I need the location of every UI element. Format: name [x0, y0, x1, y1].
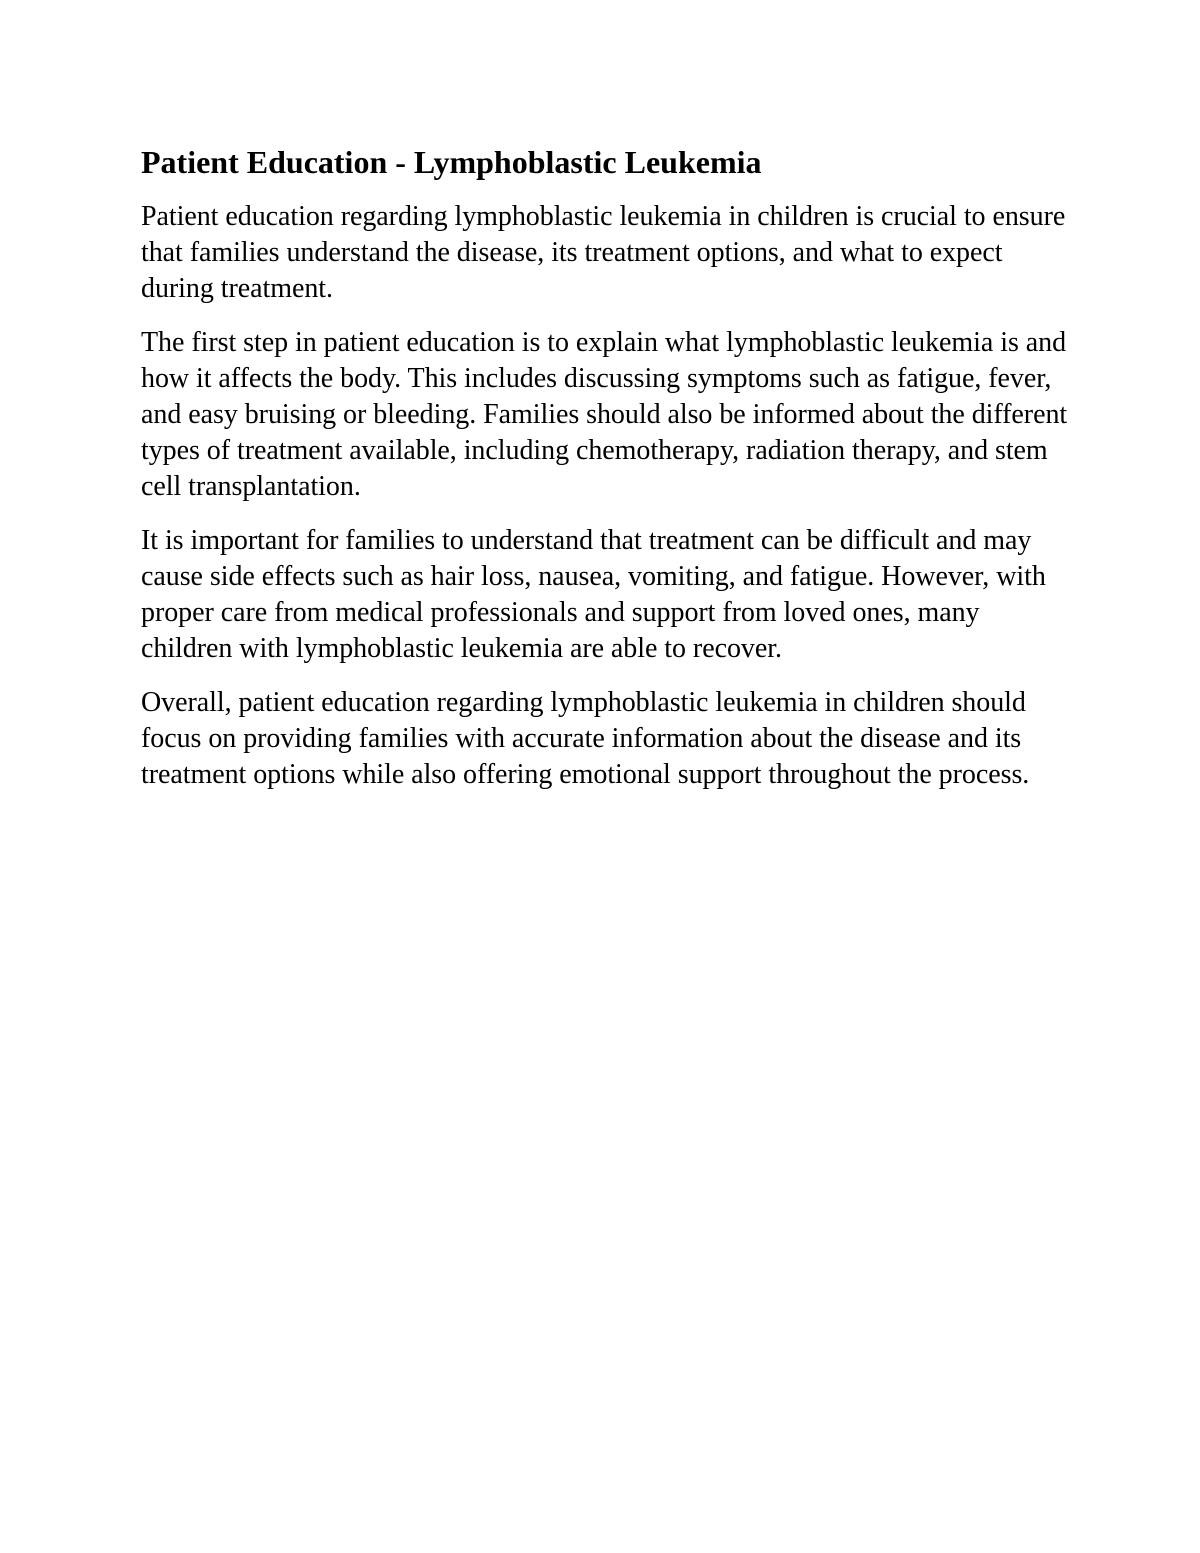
document-body [141, 138, 1076, 811]
document-title: Patient Education - Lymphoblastic Leukemia [141, 144, 762, 180]
paragraph-conclusion: Overall, patient education regarding lymphoblastic leukemia in children should focus on providing families with accurate information about the disease and its treatment options while also offering emotional support throughout the process. [141, 687, 1030, 790]
paragraph-side-effects: It is important for families to understand that treatment can be difficult and may cause side effects such as hair loss, nausea, vomiting, and fatigue. However, with proper care from medical professionals and support from loved ones, many children with lymphoblastic leukemia are able to recover. [141, 525, 1046, 664]
paragraph-intro: Patient education regarding lymphoblastic leukemia in children is crucial to ensure that families understand the disease, its treatment options, and what to expect during treatment. [141, 201, 1066, 304]
paragraph-first-step: The first step in patient education is to explain what lymphoblastic leukemia is and how it affects the body. This includes discussing symptoms such as fatigue, fever, and easy bruising or bleeding. Families should also be informed about the different types of treatment available, including chemotherapy, radiation therapy, and stem cell transplantation. [141, 327, 1068, 502]
